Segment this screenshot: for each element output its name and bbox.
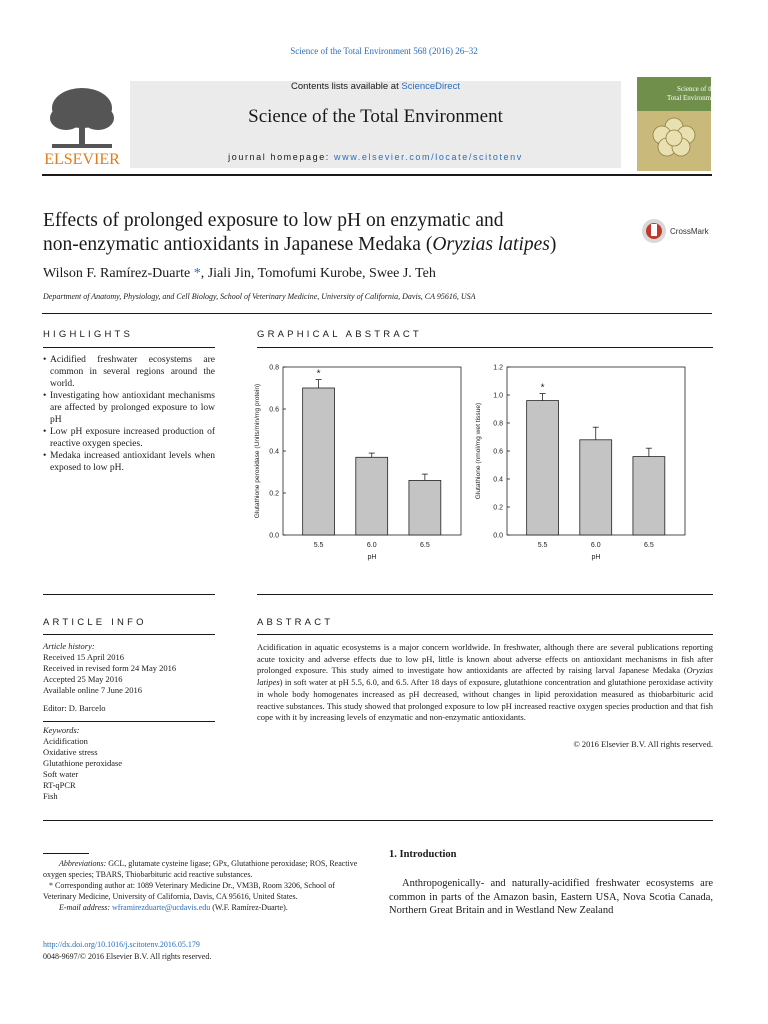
highlights-list: [43, 354, 215, 474]
x-axis-label: pH: [367, 554, 377, 561]
elsevier-logo: [42, 80, 122, 170]
history-entry: Available online 7 June 2016: [43, 685, 142, 695]
y-tick-label: 0.0: [493, 532, 503, 540]
elsevier-wordmark: ELSEVIER: [44, 151, 120, 168]
y-tick-label: 0.4: [493, 476, 503, 484]
bar: [527, 401, 559, 535]
history-entry: Received 15 April 2016: [43, 652, 124, 662]
abstract-part-1: Acidification in aquatic ecosystems is a major concern worldwide. In freshwater, although there are several publications reporting acute toxicity and adverse effects due to low pH, little is known about adverse effects on antioxidant mechanisms in fish after prolonged exposure. This study aimed to investigate how antioxidants are affected by raising larval Japanese Medaka (: [257, 642, 713, 676]
highlight-item: • Low pH exposure increased production of reactive oxygen species.: [43, 426, 215, 450]
corresponding-note: * Corresponding author at: 1089 Veterinary Medicine Dr., VM3B, Room 3206, School of Veterinary Medicine, University of California, Davis, CA 95616, United States.: [43, 881, 335, 901]
abbreviations-note: [43, 858, 365, 880]
species-name: Oryzias latipes: [432, 234, 550, 255]
contents-prefix: Contents lists available at: [291, 81, 402, 92]
y-axis-label: Glutathione peroxidase (Units/min/mg protein): [254, 383, 261, 519]
abbreviations-label: Abbreviations:: [59, 859, 107, 868]
significance-marker: *: [316, 368, 321, 380]
affiliation-rule: [42, 313, 712, 314]
x-tick-label: 5.5: [313, 542, 324, 549]
highlight-item: • Medaka increased antioxidant levels when exposed to low pH.: [43, 450, 215, 474]
bar: [633, 457, 665, 535]
keyword: Oxidative stress: [43, 747, 98, 757]
ga-bottom-rule-right: [257, 594, 713, 595]
intro-paragraph: Anthropogenically- and naturally-acidified freshwater ecosystems are common in parts of the Amazon basin, Eastern USA, Nova Scotia Canada, Northern Great Britain and in Westland New Zealand: [389, 878, 713, 917]
email-link[interactable]: wframirezduarte@ucdavis.edu: [112, 903, 211, 912]
journal-title: Science of the Total Environment: [248, 106, 503, 127]
y-tick-label: 0.0: [269, 532, 279, 540]
y-axis-label: Glutathione (nmol/mg wet tissue): [475, 402, 482, 500]
author-first[interactable]: Wilson F. Ramírez-Duarte: [43, 266, 191, 281]
bar: [356, 457, 388, 535]
abstract-text: [257, 642, 713, 724]
abstract-heading: ABSTRACT: [257, 617, 334, 628]
bar: [580, 440, 612, 535]
highlights-heading: HIGHLIGHTS: [43, 329, 134, 340]
abstract-part-2: ) in soft water at pH 5.5, 6.0, and 6.5. After 18 days of exposure, glutathione concentration and glutathione peroxidase activity in whole body homogenates increased as pH decreased, without changes in lipid peroxidation measured as thiobarbituric acid reactive substances. This study showed that prolonged exposure to low pH increased reactive oxygen species production and that fish cope with it by increasing levels of enzymatic and non-enzymatic antioxidants.: [257, 677, 713, 723]
abstract-species: Oryzias latipes: [257, 665, 713, 688]
graphical-abstract-heading: GRAPHICAL ABSTRACT: [257, 329, 422, 340]
journal-homepage: [130, 152, 621, 162]
history-entry: Received in revised form 24 May 2016: [43, 663, 177, 673]
abstract-copyright: © 2016 Elsevier B.V. All rights reserved.: [573, 739, 713, 749]
bar: [303, 388, 335, 535]
article-info-rule: [43, 634, 215, 635]
x-tick-label: 6.0: [366, 542, 377, 549]
sciencedirect-link[interactable]: ScienceDirect: [401, 81, 460, 92]
author-rest: , Jiali Jin, Tomofumi Kurobe, Swee J. Teh: [200, 266, 436, 281]
editor: Editor: D. Barcelo: [43, 703, 106, 713]
abbreviations-text: GCL, glutamate cysteine ligase; GPx, Glutathione peroxidase; ROS, Reactive oxygen species; TBARS, Thiobarbituric acid reactive substances.: [43, 859, 358, 879]
title-line-2: [43, 233, 643, 257]
intro-heading: 1. Introduction: [389, 849, 457, 860]
highlight-item: • Investigating how antioxidant mechanisms are affected by prolonged exposure to low pH: [43, 390, 215, 426]
highlight-item: • Acidified freshwater ecosystems are common in several regions around the world.: [43, 354, 215, 390]
footnotes: [43, 858, 365, 913]
ga-bottom-rule-left: [43, 594, 215, 595]
keyword: Fish: [43, 791, 58, 801]
issn-line: 0048-9697/© 2016 Elsevier B.V. All rights reserved.: [43, 952, 212, 961]
cover-title-line1: Science of the: [677, 85, 717, 93]
history-label: Article history:: [43, 641, 95, 651]
doi-link[interactable]: http://dx.doi.org/10.1016/j.scitotenv.2016.05.179: [43, 940, 200, 949]
y-tick-label: 0.2: [493, 504, 503, 512]
affiliation: Department of Anatomy, Physiology, and Cell Biology, School of Veterinary Medicine, University of California, Davis, CA 95616, USA: [43, 292, 476, 301]
y-tick-label: 0.6: [269, 406, 279, 414]
highlights-rule: [43, 347, 215, 348]
history-entry: Accepted 25 May 2016: [43, 674, 123, 684]
contents-line: [130, 81, 621, 92]
significance-marker: *: [540, 382, 545, 394]
y-tick-label: 1.0: [493, 392, 503, 400]
abstract-bottom-rule: [43, 820, 713, 821]
article-info: [43, 641, 218, 802]
header-rule: [42, 174, 712, 176]
keyword: RT-qPCR: [43, 780, 76, 790]
title-line-2-close: ): [549, 234, 557, 255]
article-info-heading: ARTICLE INFO: [43, 617, 147, 628]
keyword: Glutathione peroxidase: [43, 758, 123, 768]
graphical-abstract-charts: [251, 359, 715, 569]
email-suffix: (W.F. Ramírez-Duarte).: [210, 903, 288, 912]
email-note: [43, 902, 365, 913]
paper-title: [43, 209, 643, 257]
x-tick-label: 5.5: [537, 542, 548, 549]
x-tick-label: 6.5: [644, 542, 654, 549]
homepage-prefix: journal homepage:: [228, 152, 334, 162]
title-line-1: Effects of prolonged exposure to low pH on enzymatic and: [43, 210, 504, 231]
y-tick-label: 0.2: [269, 490, 279, 498]
journal-cover: [637, 77, 720, 171]
email-label: E-mail address:: [59, 903, 113, 912]
author-list: [43, 266, 436, 282]
y-tick-label: 0.8: [269, 364, 279, 372]
x-axis-label: pH: [591, 554, 601, 561]
crossmark-badge[interactable]: [641, 216, 721, 246]
keywords-label: Keywords:: [43, 725, 80, 735]
graphical-abstract-rule: [257, 347, 713, 348]
footnote-rule: [43, 853, 89, 854]
y-tick-label: 0.8: [493, 420, 503, 428]
y-tick-label: 0.4: [269, 448, 279, 456]
cover-title-line2: Total Environment: [667, 94, 720, 102]
y-tick-label: 1.2: [493, 364, 503, 372]
keyword: Soft water: [43, 769, 79, 779]
x-tick-label: 6.0: [590, 542, 601, 549]
y-tick-label: 0.6: [493, 448, 503, 456]
x-tick-label: 6.5: [420, 542, 430, 549]
keywords-rule: [43, 721, 215, 722]
bar: [409, 480, 441, 535]
keyword: Acidification: [43, 736, 88, 746]
corresponding-mark[interactable]: *: [193, 266, 201, 281]
crossmark-label: CrossMark: [670, 227, 709, 236]
journal-reference[interactable]: Science of the Total Environment 568 (2016) 26–32: [290, 46, 478, 56]
homepage-link[interactable]: www.elsevier.com/locate/scitotenv: [334, 152, 523, 162]
title-line-2-text: non-enzymatic antioxidants in Japanese Medaka (: [43, 234, 433, 255]
abstract-rule: [257, 634, 713, 635]
